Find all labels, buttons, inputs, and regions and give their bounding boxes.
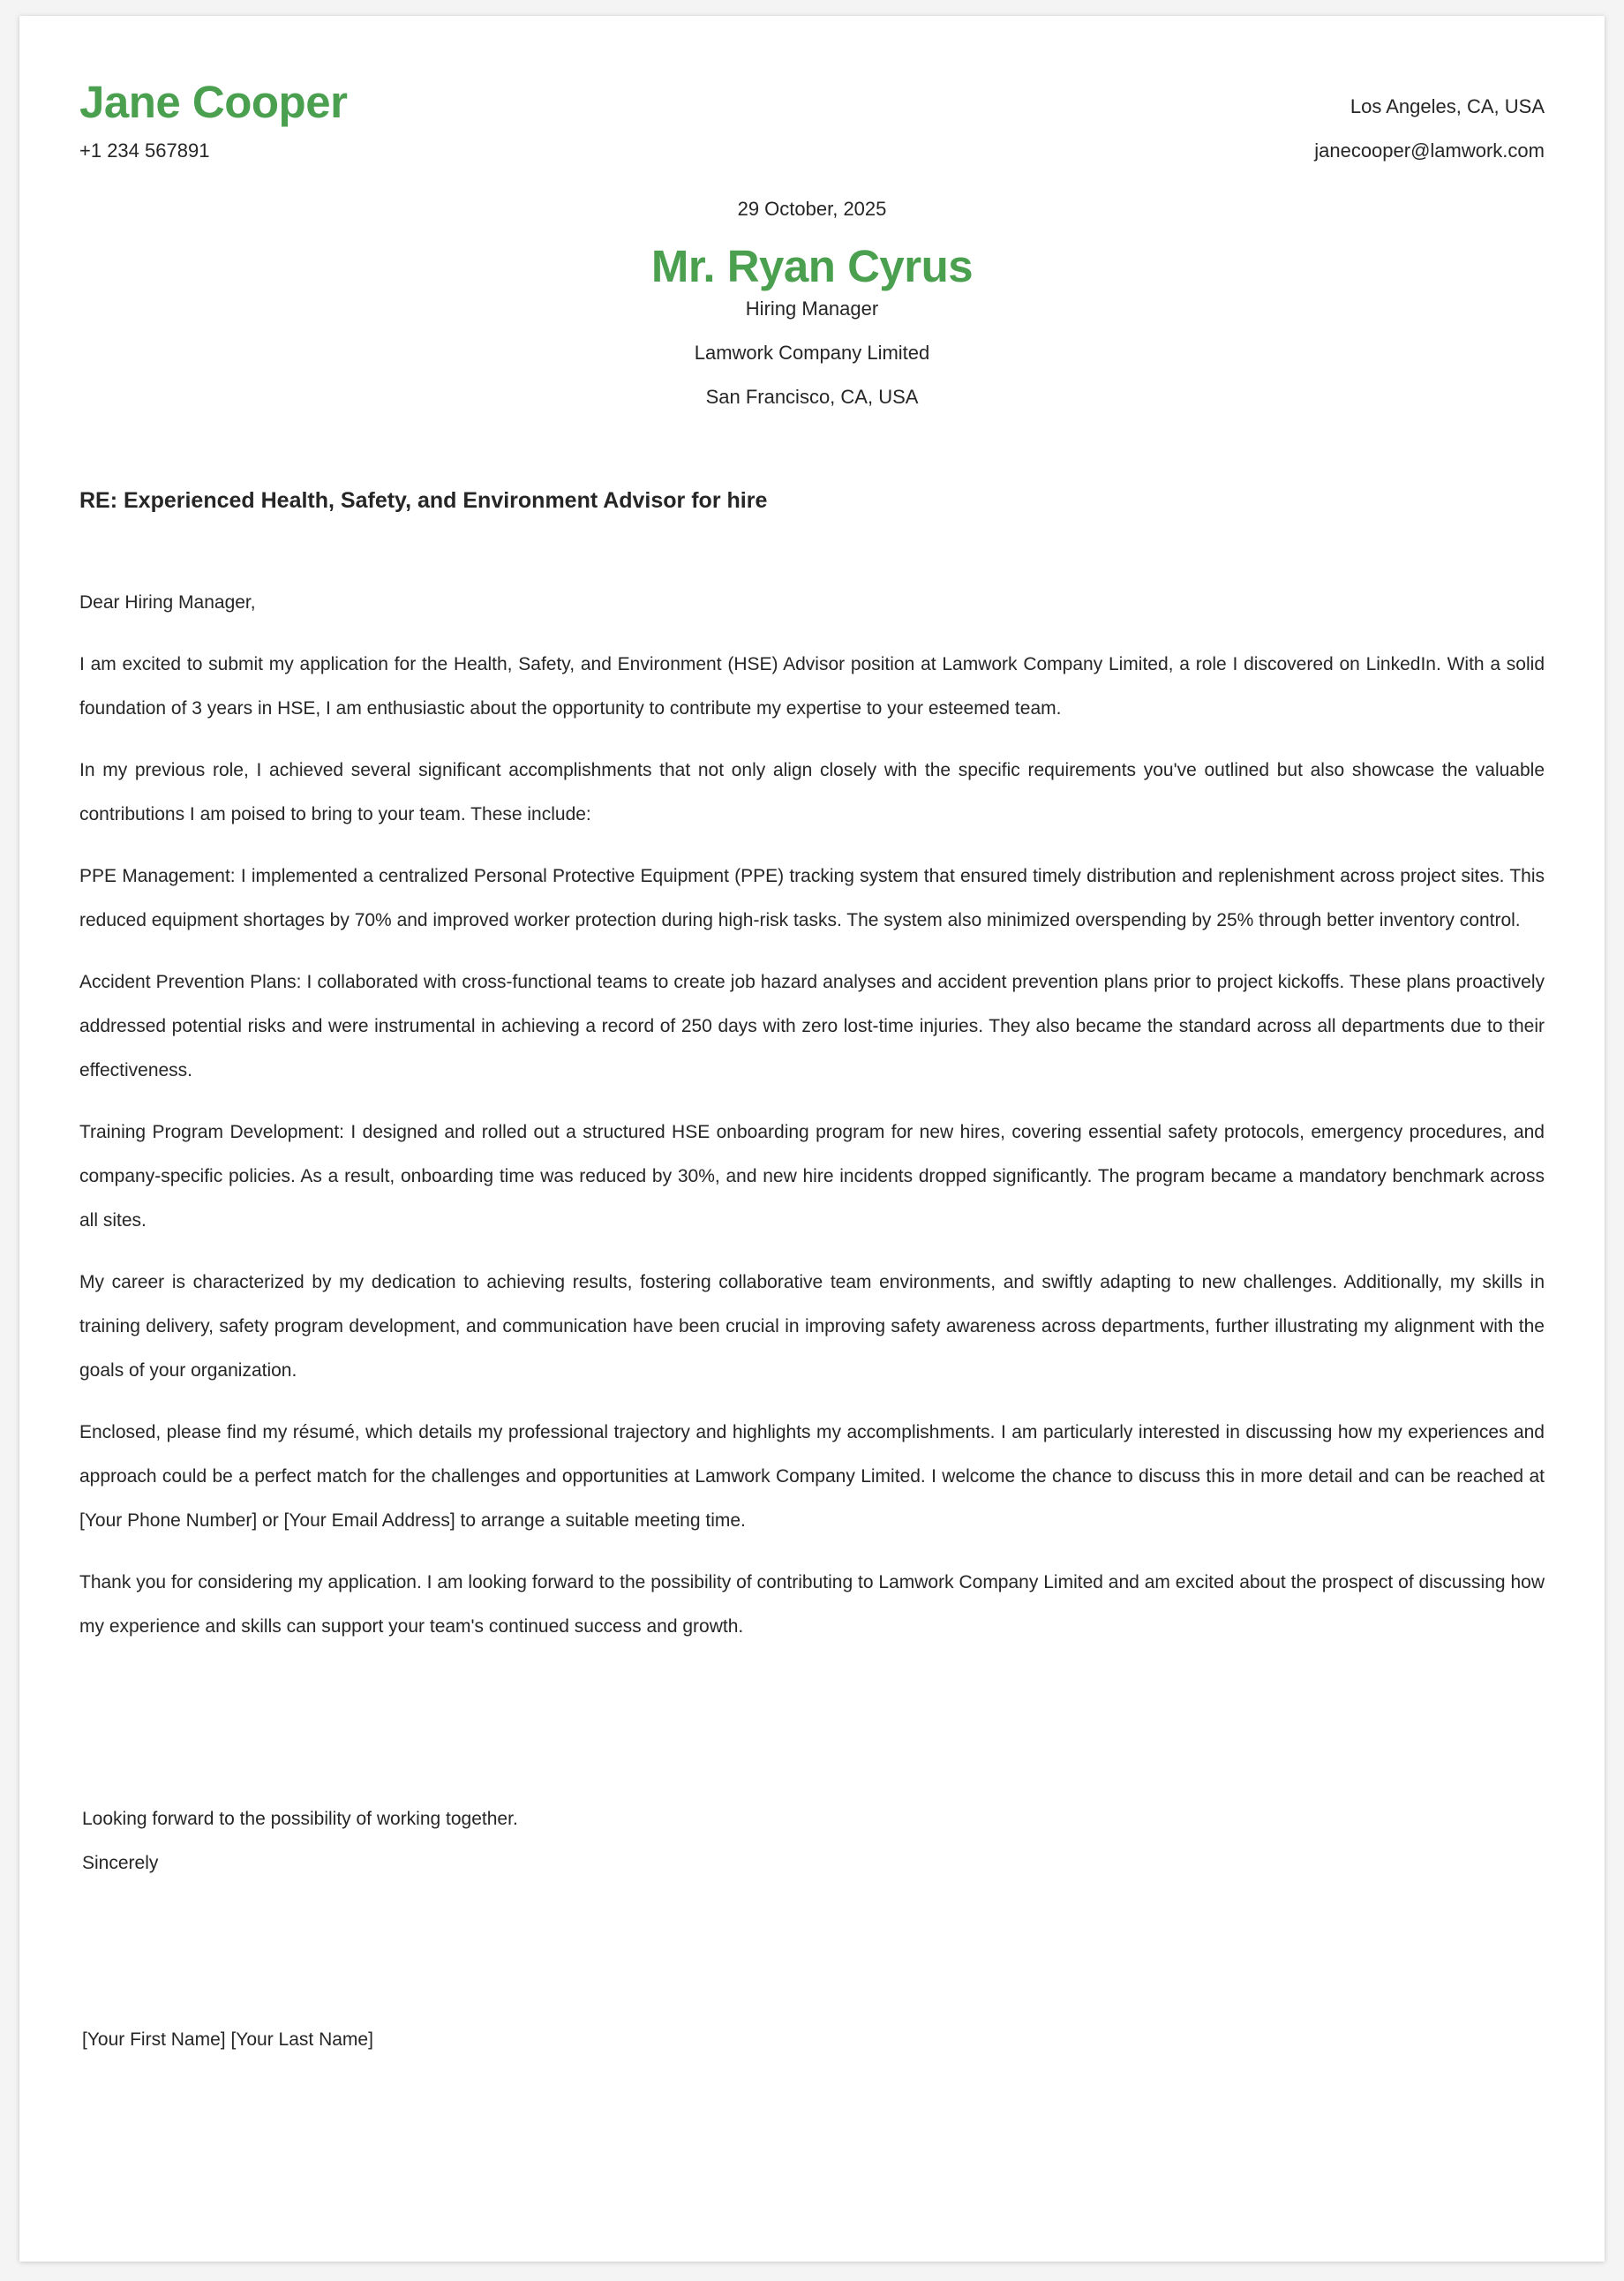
letter-header [79, 16, 1545, 175]
sender-phone: +1 234 567891 [79, 139, 210, 162]
body-paragraph: PPE Management: I implemented a centralized Personal Protective Equipment (PPE) tracking system that ensured timely distribution and replenishment across project sites. This reduced equipment shortages by 70% and improved worker protection during high-risk tasks. The system also minimized overspending by 25% through better inventory control. [79, 866, 1545, 930]
salutation: Dear Hiring Manager, [79, 592, 256, 613]
closing-block [82, 1797, 518, 1886]
letter-page [19, 16, 1605, 2262]
sender-location: Los Angeles, CA, USA [1350, 95, 1545, 117]
sender-name: Jane Cooper [79, 77, 348, 127]
signature: [Your First Name] [Your Last Name] [82, 2029, 373, 2050]
body-paragraph: Training Program Development: I designed and rolled out a structured HSE onboarding program for new hires, covering essential safety protocols, emergency procedures, and company-specific policies. As a result, onboarding time was reduced by 30%, and new hire incidents dropped significantly. The program became a mandatory benchmark across all sites. [79, 1122, 1545, 1231]
body-paragraph: Enclosed, please find my résumé, which details my professional trajectory and highlights my accomplishments. I am particularly interested in discussing how my experiences and approach could be a perfect match for the challenges and opportunities at Lamwork Company Limited. I welcome the chance to discuss this in more detail and can be reached at [Your Phone Number] or [Your Email Address] to arrange a suitable meeting time. [79, 1422, 1545, 1531]
letter-body [79, 581, 1545, 1667]
body-paragraph: My career is characterized by my dedication to achieving results, fostering collaborative team environments, and swiftly adapting to new challenges. Additionally, my skills in training delivery, safety program development, and communication have been crucial in improving safety awareness across departments, further illustrating my alignment with the goals of your organization. [79, 1272, 1545, 1381]
letter-date: 29 October, 2025 [737, 198, 887, 220]
sender-email: janecooper@lamwork.com [1314, 139, 1545, 162]
recipient-name: Mr. Ryan Cyrus [650, 241, 974, 291]
closing-line: Looking forward to the possibility of working together. [82, 1809, 518, 1829]
closing-signoff: Sincerely [82, 1853, 159, 1873]
body-paragraph: In my previous role, I achieved several significant accomplishments that not only align closely with the specific requirements you've outlined but also showcase the valuable contributions I am poised to bring to your team. These include: [79, 760, 1545, 824]
letter-subject: RE: Experienced Health, Safety, and Environment Advisor for hire [79, 488, 768, 513]
recipient-title: Hiring Manager [745, 297, 879, 320]
recipient-company: Lamwork Company Limited [694, 342, 930, 364]
recipient-location: San Francisco, CA, USA [705, 386, 919, 408]
body-paragraph: Thank you for considering my application. I am looking forward to the possibility of contributing to Lamwork Company Limited and am excited about the prospect of discussing how my experience and skills can support your team's continued success and growth. [79, 1572, 1545, 1637]
recipient-block [79, 199, 1545, 419]
body-paragraph: I am excited to submit my application for the Health, Safety, and Environment (HSE) Advisor position at Lamwork Company Limited, a role I discovered on LinkedIn. With a solid foundation of 3 years in HSE, I am enthusiastic about the opportunity to contribute my expertise to your esteemed team. [79, 654, 1545, 719]
body-paragraph: Accident Prevention Plans: I collaborated with cross-functional teams to create job hazard analyses and accident prevention plans prior to project kickoffs. These plans proactively addressed potential risks and were instrumental in achieving a record of 250 days with zero lost-time injuries. They also became the standard across all departments due to their effectiveness. [79, 972, 1545, 1080]
